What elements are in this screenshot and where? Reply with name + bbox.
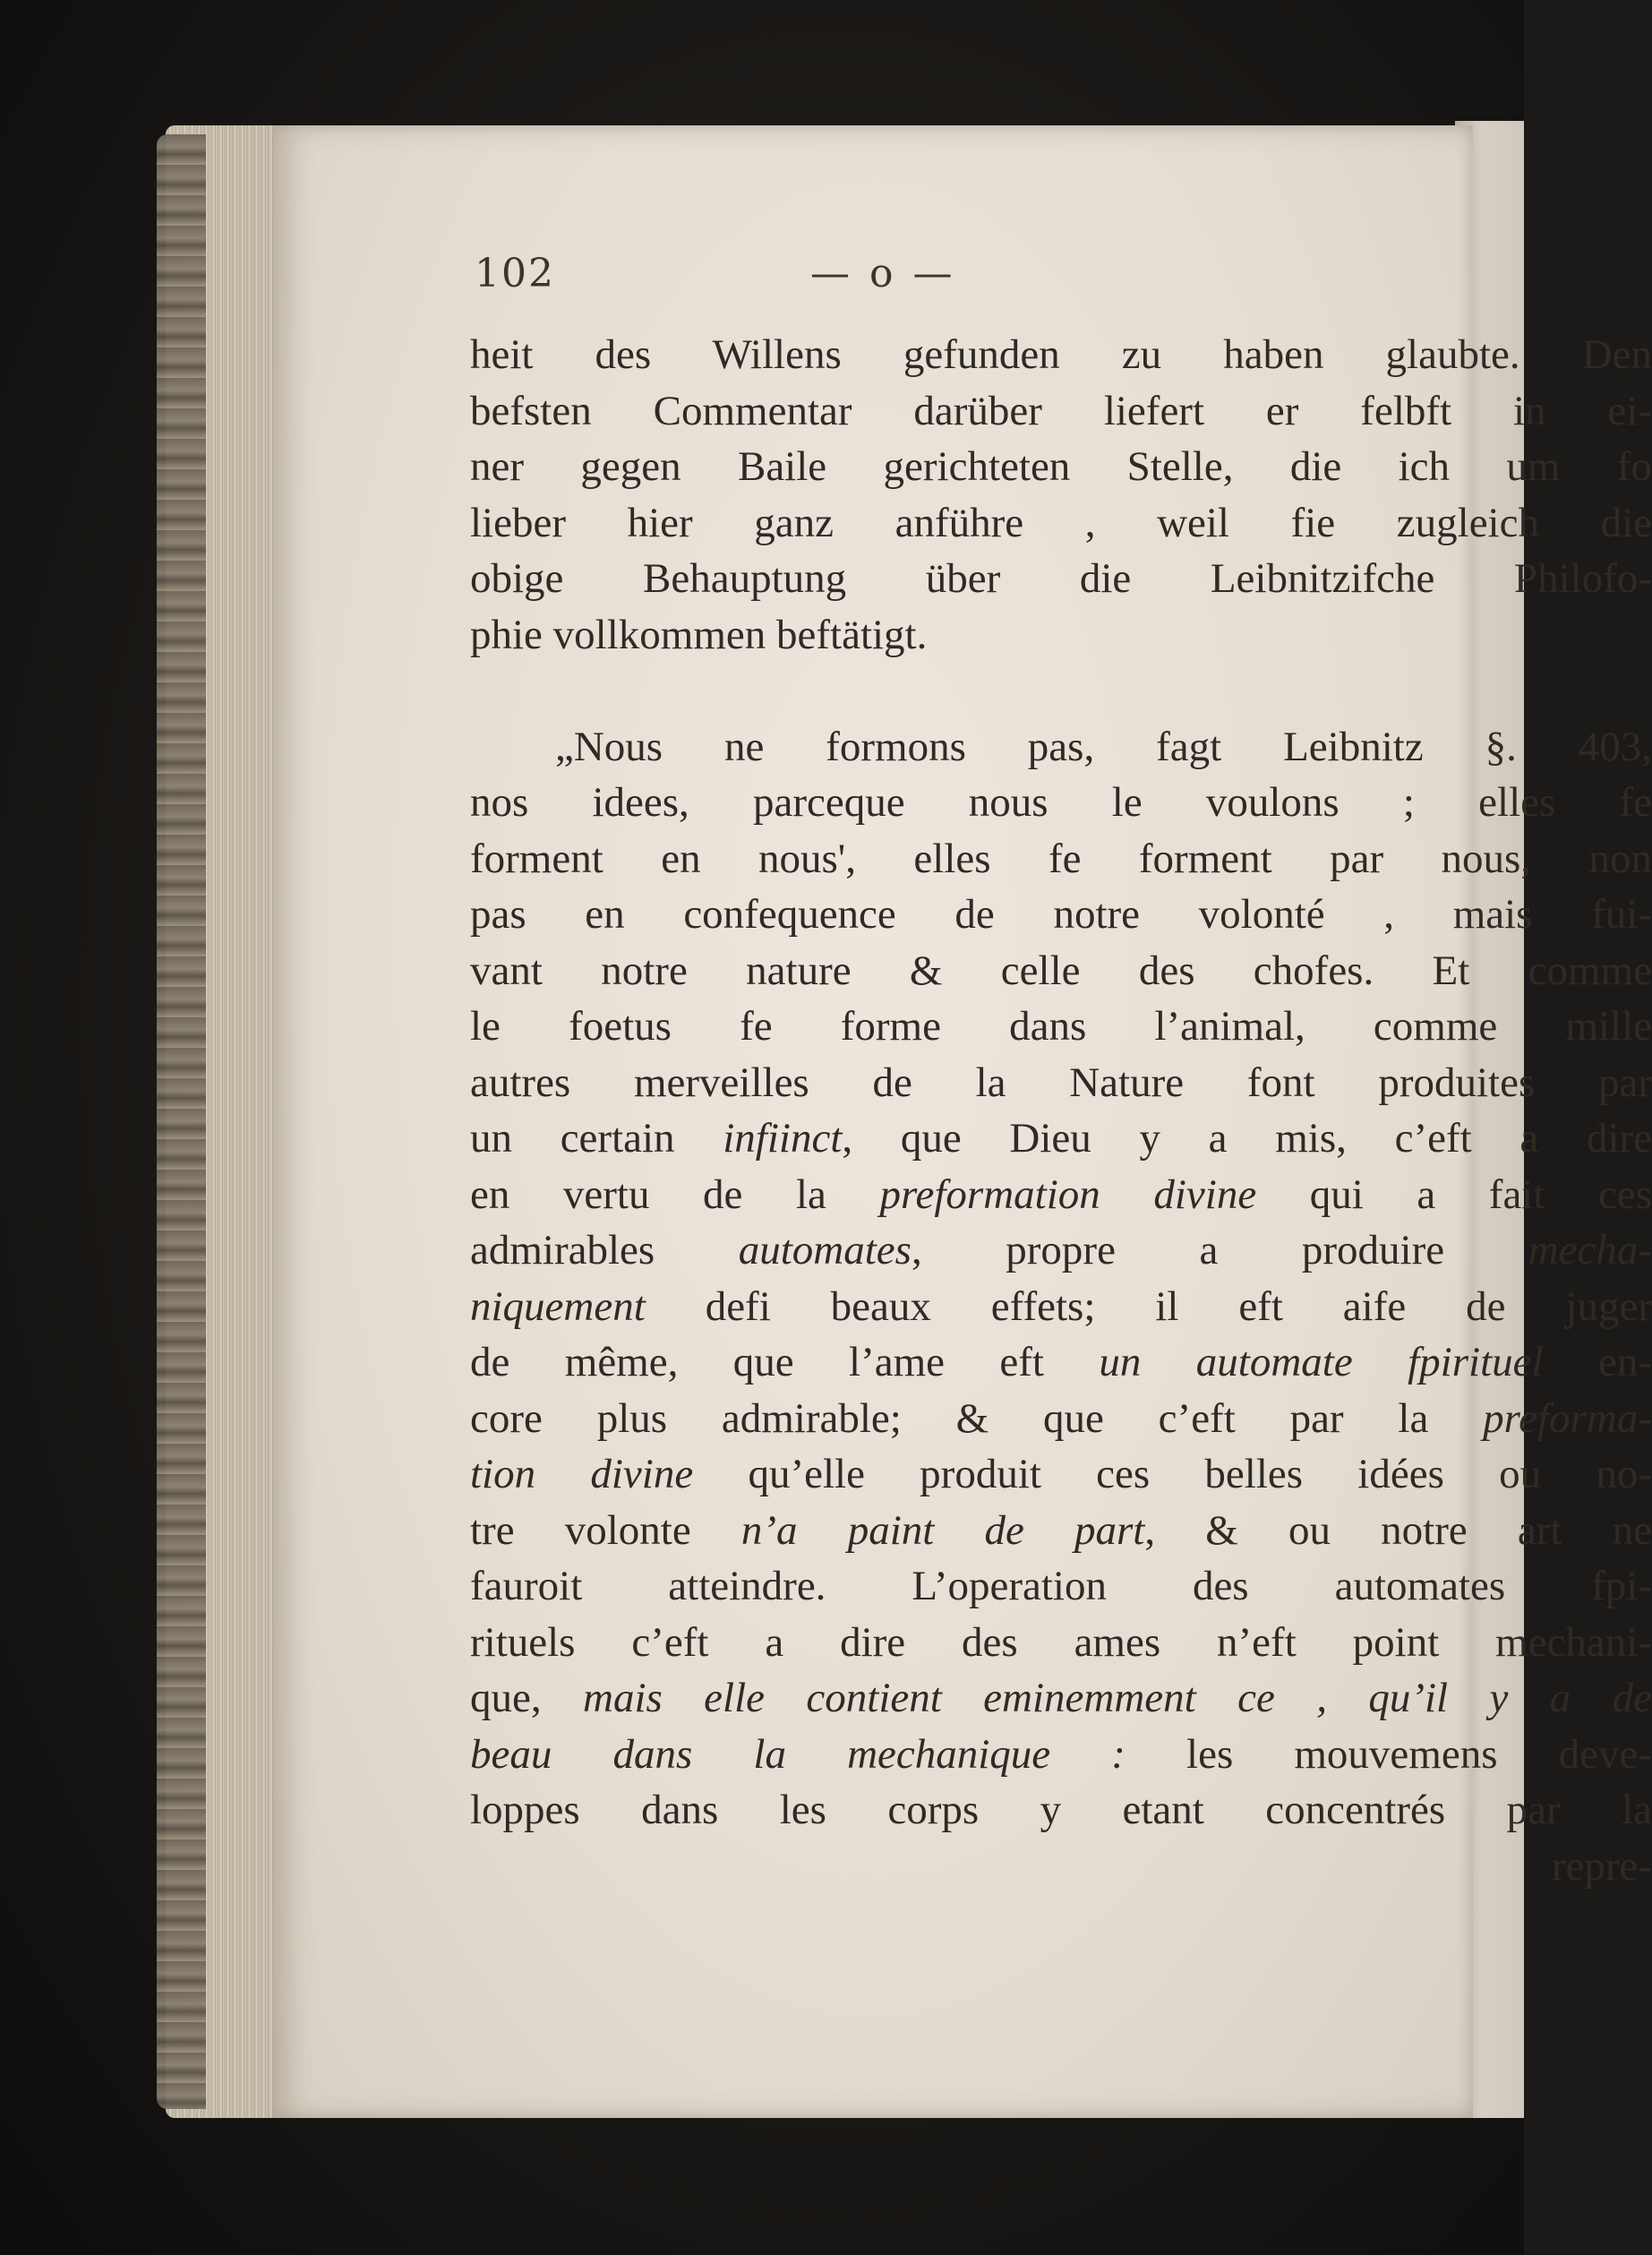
text-run: , que Dieu y a mis, c’eft a dire: [842, 1115, 1652, 1162]
text-line: lieber hier ganz anführe , weil fie zugleich die: [470, 499, 1652, 546]
italic-run: automates: [738, 1227, 912, 1273]
text-line: loppes dans les corps y etant concentrés par la: [470, 1787, 1652, 1833]
book-page: [273, 125, 1652, 2118]
text-line: [470, 1167, 1652, 1223]
body-text: [470, 327, 1652, 1894]
italic-run: preforma-: [1483, 1394, 1652, 1442]
page-number: 102: [475, 251, 555, 296]
text-line: heit des Willens gefunden zu haben glaubte. Den: [470, 331, 1652, 378]
text-run: que,: [470, 1675, 583, 1721]
text-line: pas en confequence de notre volonté , mais fui-: [470, 891, 1652, 938]
text-run: core plus admirable; & que c’eft par la: [470, 1394, 1484, 1442]
text-line: obige Behauptung über die Leibnitzifche Philofo-: [470, 555, 1652, 602]
running-head: [273, 251, 1473, 304]
text-line: „Nous ne formons pas, fagt Leibnitz §. 403,: [555, 723, 1652, 770]
italic-run: tion divine: [470, 1451, 694, 1497]
text-run: de même, que l’ame eft: [470, 1339, 1100, 1385]
italic-run: beau dans la mechanique :: [470, 1730, 1126, 1778]
text-line: [470, 1334, 1652, 1391]
paragraph-gap: [470, 663, 1652, 719]
text-run: tre volonte: [470, 1506, 741, 1554]
text-line: [470, 1110, 1652, 1167]
text-line: [470, 1727, 1652, 1783]
text-line: fauroit atteindre. L’operation des automates fpi-: [470, 1563, 1652, 1609]
italic-run: niquement: [470, 1282, 646, 1330]
italic-run: n’a paint de part: [740, 1506, 1145, 1554]
text-line: [470, 1279, 1652, 1335]
text-line: [470, 1670, 1652, 1727]
text-line: vant notre nature & celle des chofes. Et comme: [470, 947, 1652, 994]
italic-run: mais elle contient eminemment ce , qu’il y a de: [583, 1675, 1652, 1721]
text-run: un certain: [470, 1115, 723, 1162]
text-line: befsten Commentar darüber liefert er felbft in ei-: [470, 387, 1652, 434]
italic-run: un automate fpirituel: [1099, 1339, 1544, 1385]
text-line: rituels c’eft a dire des ames n’eft point mechani-: [470, 1618, 1652, 1666]
text-run: , propre a produire: [911, 1227, 1528, 1273]
text-run: qu’elle produit ces belles idées ou no-: [693, 1451, 1652, 1497]
text-line: ner gegen Baile gerichteten Stelle, die ich um fo: [470, 443, 1652, 490]
text-line: nos idees, parceque nous le voulons ; elles fe: [470, 779, 1652, 826]
text-line: le foetus fe forme dans l’animal, comme mille: [470, 1003, 1652, 1050]
text-run: defi beaux effets; il eft aife de juger: [645, 1282, 1652, 1330]
text-line: [470, 1446, 1652, 1503]
text-line: forment en nous', elles fe forment par nous, non: [470, 835, 1652, 882]
text-line: autres merveilles de la Nature font produites par: [470, 1059, 1652, 1106]
text-line: [470, 1222, 1652, 1279]
header-ornament: — o —: [810, 251, 956, 296]
text-run: en-: [1543, 1339, 1652, 1385]
text-line: [470, 1503, 1652, 1559]
text-run: les mouvemens deve-: [1125, 1730, 1652, 1778]
text-line: phie vollkommen beftätigt.: [470, 611, 928, 658]
italic-run: mecha-: [1528, 1227, 1652, 1273]
text-run: en vertu de la: [470, 1170, 880, 1218]
catchword: repre-: [1551, 1842, 1652, 1890]
book-page-edges: [166, 125, 282, 2118]
italic-run: preformation divine: [879, 1170, 1257, 1218]
text-run: qui a fait ces: [1256, 1170, 1652, 1218]
text-line: [470, 1391, 1652, 1447]
italic-run: infiinct: [723, 1115, 843, 1162]
text-run: , & ou notre art ne: [1144, 1506, 1652, 1554]
text-run: admirables: [470, 1227, 739, 1273]
